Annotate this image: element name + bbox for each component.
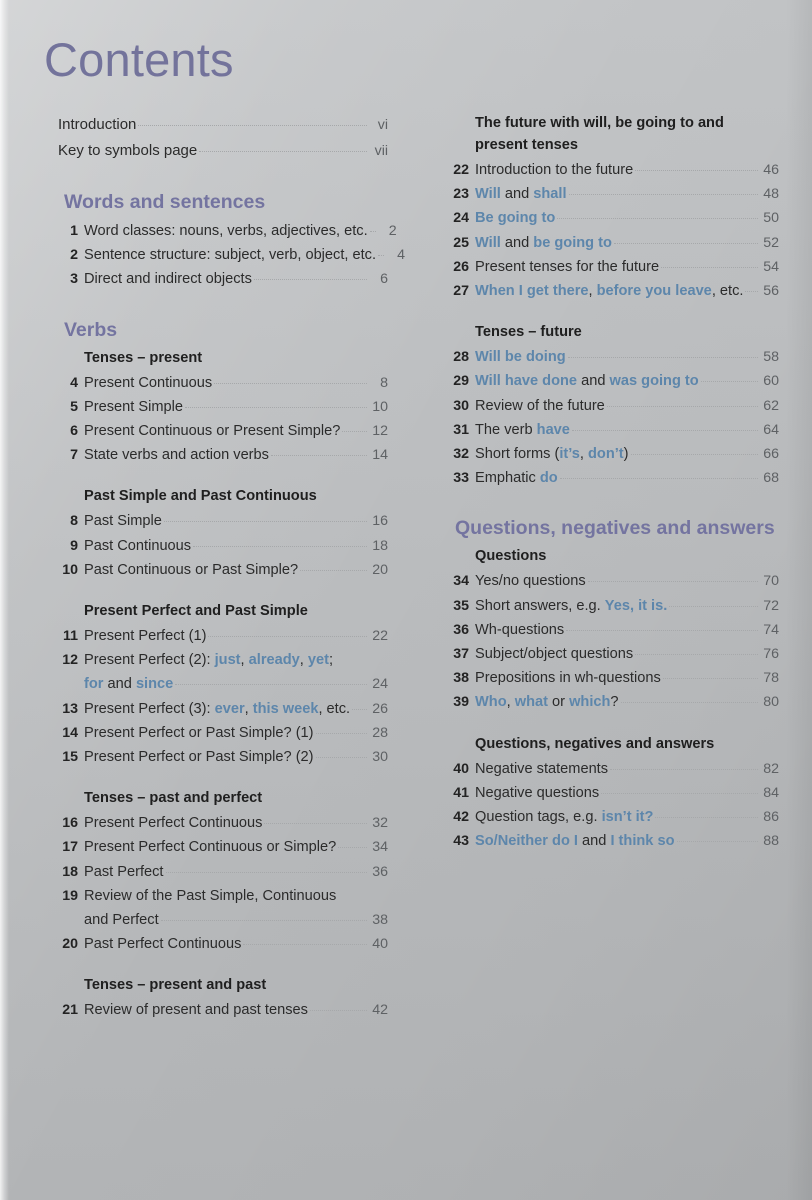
toc-page-number: 88 [763, 833, 779, 850]
toc-page-number: 86 [763, 809, 779, 826]
toc-page-number: 4 [397, 247, 406, 264]
toc-entry-label: Be going to [475, 210, 556, 227]
toc-entry-body [475, 569, 779, 593]
toc-group-heading: Tenses – past and perfect [84, 790, 263, 807]
toc-entry-number: 14 [62, 724, 78, 741]
toc-entry-label: Yes/no questions [475, 573, 586, 590]
toc-entry[interactable] [449, 255, 779, 279]
toc-page-number: 14 [372, 447, 388, 464]
toc-entry-label: Present Perfect (2): just, already, yet; [84, 652, 334, 669]
toc-entry[interactable] [58, 419, 388, 443]
contents-column-right [449, 112, 779, 853]
toc-entry[interactable] [58, 860, 388, 884]
toc-page-number: 76 [763, 646, 779, 663]
toc-page-number: 74 [763, 621, 779, 638]
toc-entry-number: 3 [70, 271, 78, 288]
toc-entry[interactable] [58, 697, 388, 721]
toc-entry[interactable] [58, 509, 388, 533]
toc-page-number: 6 [380, 271, 388, 288]
toc-entry-label: Will be doing [475, 349, 566, 366]
toc-entry[interactable] [58, 624, 388, 648]
toc-section-heading: Verbs [64, 318, 118, 341]
toc-entry-label: Introduction to the future [475, 162, 634, 178]
toc-entry-body [475, 442, 779, 466]
toc-entry-body [475, 418, 779, 442]
toc-page-number: 38 [372, 912, 388, 929]
toc-dot-leader [208, 636, 367, 637]
toc-entry[interactable] [58, 721, 388, 745]
toc-entry-number: 19 [62, 887, 78, 904]
toc-page-number: 68 [763, 470, 779, 487]
toc-entry-number: 4 [70, 374, 78, 391]
toc-entry-label: Past Simple [84, 513, 162, 530]
toc-section-heading: Words and sentences [64, 191, 266, 213]
toc-entry[interactable] [449, 394, 779, 418]
toc-dot-leader [610, 769, 758, 770]
toc-dot-leader [264, 823, 367, 824]
toc-entry-label: Will and be going to [475, 234, 612, 251]
toc-entry-number: 43 [453, 833, 469, 850]
toc-entry-body [475, 255, 779, 279]
toc-page-number: 36 [372, 863, 388, 880]
toc-entry-label: Past Continuous [84, 537, 192, 554]
toc-entry[interactable] [58, 443, 388, 467]
toc-entry-label: Present Perfect or Past Simple? (2) [84, 749, 314, 766]
toc-entry-label: Direct and indirect objects [84, 271, 252, 288]
toc-entry-body [475, 757, 779, 781]
toc-dot-leader [569, 194, 758, 195]
toc-group-heading: Questions [475, 548, 547, 565]
toc-entry-number: 42 [453, 809, 469, 826]
toc-page-number: 34 [372, 839, 388, 856]
toc-entry-label: Wh-questions [475, 621, 565, 638]
toc-entry-label: Question tags, e.g. isn’t it? [475, 809, 654, 826]
toc-entry-body [84, 697, 388, 721]
toc-page-number: 28 [372, 724, 388, 741]
toc-entry-body [475, 642, 779, 666]
toc-entry-number: 21 [62, 1002, 78, 1019]
toc-entry-label: Review of present and past tenses [84, 1002, 308, 1019]
spacer [449, 303, 779, 321]
toc-entry[interactable] [449, 418, 779, 442]
toc-entry[interactable] [58, 267, 388, 291]
toc-entry-label: Short answers, e.g. Yes, it is. [475, 597, 668, 614]
toc-entry-label: Word classes: nouns, verbs, adjectives, etc. [84, 223, 368, 239]
toc-entry-body [84, 811, 388, 835]
toc-group-heading: Present Perfect and Past Simple [84, 603, 308, 620]
toc-dot-leader [161, 920, 367, 921]
toc-entry-body [475, 466, 779, 490]
toc-entry[interactable] [449, 466, 779, 490]
toc-dot-leader [614, 243, 758, 244]
toc-page-number: 22 [372, 628, 388, 645]
spacer [449, 715, 779, 733]
toc-entry-body [84, 648, 388, 696]
toc-entry-number: 30 [453, 397, 469, 414]
toc-page-number: 16 [372, 513, 388, 530]
left-column-sections [58, 164, 406, 1023]
toc-entry-number: 15 [62, 749, 78, 766]
toc-group-heading: Past Simple and Past Continuous [84, 488, 317, 505]
toc-entry[interactable] [58, 998, 388, 1022]
toc-entry-label: Present Continuous [84, 374, 213, 391]
toc-entry[interactable] [449, 279, 779, 303]
spacer [58, 769, 388, 787]
toc-dot-leader [193, 546, 367, 547]
toc-entry-label: Present Perfect Continuous [84, 815, 263, 832]
toc-entry[interactable] [58, 558, 388, 582]
toc-page-number: 52 [763, 234, 779, 251]
toc-page-number: 60 [763, 373, 779, 390]
toc-entry-body [475, 394, 779, 418]
toc-entry-number: 34 [453, 573, 469, 590]
toc-dot-leader [635, 654, 758, 655]
toc-page-number: 54 [763, 258, 779, 275]
toc-group-heading: The future with will, be going to and present tenses [475, 115, 724, 153]
toc-entry-label: Prepositions in wh-questions [475, 670, 661, 687]
toc-entry-body [475, 781, 779, 805]
toc-entry-body [475, 666, 779, 690]
toc-dot-leader [243, 944, 367, 945]
toc-dot-leader [635, 170, 758, 171]
toc-page-number: 64 [763, 421, 779, 438]
toc-page-number: vii [374, 143, 388, 159]
toc-entry-body [84, 721, 388, 745]
toc-entry-body [475, 158, 779, 182]
toc-dot-leader [199, 151, 367, 152]
toc-entry[interactable] [58, 534, 388, 558]
toc-dot-leader [175, 684, 367, 685]
toc-entry[interactable] [58, 395, 388, 419]
toc-entry-body [475, 690, 779, 714]
toc-page-number: 42 [372, 1002, 388, 1019]
toc-dot-leader [607, 406, 758, 407]
toc-dot-leader [316, 733, 367, 734]
toc-entry-label: Present Perfect or Past Simple? (1) [84, 724, 314, 741]
toc-dot-leader [370, 231, 376, 232]
toc-entry[interactable] [449, 182, 779, 206]
page-title: Contents [44, 33, 234, 86]
toc-entry-body [475, 369, 779, 393]
toc-entry-body [84, 745, 388, 769]
toc-dot-leader [378, 255, 384, 256]
toc-page-number: 72 [763, 597, 779, 614]
toc-entry-body [84, 998, 388, 1022]
toc-entry-label: Present Continuous or Present Simple? [84, 423, 341, 440]
toc-dot-leader [568, 357, 758, 358]
toc-page-number: 10 [372, 398, 388, 415]
toc-entry-number: 27 [453, 283, 469, 300]
toc-entry[interactable] [58, 371, 388, 395]
toc-page-number: 56 [763, 283, 779, 300]
toc-entry-label: Present Perfect (1) [84, 628, 207, 645]
toc-entry-label: Present tenses for the future [475, 258, 660, 275]
toc-entry-body [475, 182, 779, 206]
toc-dot-leader [631, 454, 758, 455]
toc-entry-number: 38 [453, 670, 469, 687]
toc-dot-leader [572, 430, 758, 431]
toc-page-number: 26 [372, 700, 388, 717]
toc-entry-number: 12 [62, 652, 78, 669]
toc-entry-line-2 [84, 908, 388, 932]
toc-entry-number: 31 [453, 421, 469, 438]
toc-entry-body [84, 624, 388, 648]
toc-entry-label: The verb have [475, 421, 570, 438]
toc-entry-body [58, 138, 388, 164]
toc-entry-label: Sentence structure: subject, verb, object, etc. [84, 247, 377, 264]
toc-entry-number: 17 [62, 839, 78, 856]
toc-entry-number: 18 [62, 863, 78, 880]
toc-entry-number: 36 [453, 621, 469, 638]
toc-entry[interactable] [449, 442, 779, 466]
toc-dot-leader [601, 793, 758, 794]
toc-dot-leader [185, 407, 367, 408]
toc-entry-number: 41 [453, 784, 469, 801]
toc-dot-leader [166, 872, 368, 873]
toc-page-number: 50 [763, 210, 779, 227]
toc-entry-label: Past Continuous or Past Simple? [84, 561, 299, 578]
toc-entry-number: 10 [62, 561, 78, 578]
toc-entry-label: Who, what or which? [475, 694, 619, 711]
spacer [58, 467, 388, 485]
toc-entry-body [84, 443, 388, 467]
toc-page-number: 40 [372, 936, 388, 953]
toc-entry-body [84, 243, 406, 267]
toc-page-number: vi [377, 117, 388, 133]
toc-entry-body [475, 231, 779, 255]
toc-entry-body [84, 395, 388, 419]
toc-entry-number: 16 [62, 815, 78, 832]
toc-page-number: 66 [763, 446, 779, 463]
spacer [58, 164, 388, 190]
spacer [58, 582, 388, 600]
toc-section-heading: Questions, negatives and answers [455, 517, 775, 540]
toc-entry-body [475, 829, 779, 853]
toc-entry-number: 8 [70, 513, 78, 530]
toc-entry-label: Will and shall [475, 186, 567, 203]
toc-entry-number: 2 [70, 247, 78, 264]
toc-entry-number: 25 [453, 234, 469, 251]
toc-entry-number: 35 [453, 597, 469, 614]
toc-entry[interactable] [58, 932, 388, 956]
toc-page-number: 80 [763, 694, 779, 711]
toc-page-number: 78 [763, 670, 779, 687]
toc-page-number: 24 [372, 676, 388, 693]
toc-dot-leader [669, 606, 758, 607]
toc-entry-label: Negative questions [475, 784, 600, 801]
right-column-sections [449, 112, 779, 853]
toc-entry[interactable] [58, 112, 388, 138]
toc-entry-number: 13 [62, 700, 78, 717]
toc-entry-label: Review of the Past Simple, Continuous [84, 887, 337, 904]
toc-group-heading: Tenses – present [84, 349, 203, 366]
toc-page-number: 20 [372, 561, 388, 578]
toc-dot-leader [338, 847, 367, 848]
toc-entry-label: State verbs and action verbs [84, 447, 269, 464]
toc-entry-body [84, 509, 388, 533]
toc-entry-label: Subject/object questions [475, 646, 634, 663]
toc-entry-number: 29 [453, 373, 469, 390]
toc-dot-leader [588, 581, 758, 582]
toc-entry-number: 24 [453, 210, 469, 227]
toc-group-heading: Tenses – present and past [84, 977, 267, 994]
toc-entry-body [84, 884, 388, 932]
toc-entry[interactable] [58, 219, 397, 243]
toc-entry-label: Negative statements [475, 760, 609, 777]
toc-entry[interactable] [449, 781, 779, 805]
spacer [58, 956, 388, 974]
toc-dot-leader [164, 521, 367, 522]
toc-page-number: 70 [763, 573, 779, 590]
toc-dot-leader [271, 455, 367, 456]
toc-entry[interactable] [449, 829, 779, 853]
toc-entry-body [475, 206, 779, 230]
toc-entry-body [58, 112, 388, 138]
toc-entry[interactable] [449, 805, 779, 829]
toc-entry[interactable] [449, 569, 779, 593]
toc-entry[interactable] [58, 835, 388, 859]
toc-entry[interactable] [449, 158, 779, 182]
toc-entry-number: 6 [70, 423, 78, 440]
toc-page-number: 82 [763, 760, 779, 777]
toc-entry[interactable] [449, 206, 779, 230]
toc-entry-number: 26 [453, 258, 469, 275]
toc-group-heading: Tenses – future [475, 324, 582, 341]
toc-entry-body [84, 219, 397, 243]
toc-entry-body [84, 558, 388, 582]
toc-dot-leader [701, 381, 758, 382]
toc-entry-label: Past Perfect Continuous [84, 936, 242, 953]
toc-entry-label: Short forms (it’s, don’t) [475, 446, 629, 463]
toc-page-number: 58 [763, 349, 779, 366]
toc-entry-body [475, 618, 779, 642]
toc-entry[interactable] [58, 648, 388, 696]
toc-dot-leader [352, 709, 367, 710]
toc-entry-body [84, 860, 388, 884]
toc-page-number: 62 [763, 397, 779, 414]
toc-page-number: 32 [372, 815, 388, 832]
toc-entry[interactable] [58, 745, 388, 769]
toc-entry-body [475, 279, 779, 303]
toc-entry-number: 37 [453, 646, 469, 663]
toc-entry-label: Key to symbols page [58, 142, 198, 159]
toc-entry-number: 32 [453, 446, 469, 463]
toc-entry[interactable] [449, 618, 779, 642]
toc-page-number: 2 [388, 223, 397, 239]
toc-dot-leader [254, 279, 367, 280]
toc-entry-number: 5 [70, 398, 78, 415]
front-matter-list [58, 112, 388, 164]
toc-dot-leader [560, 478, 758, 479]
toc-entry[interactable] [449, 690, 779, 714]
toc-page-number: 18 [372, 537, 388, 554]
toc-entry-line-2 [84, 672, 388, 696]
toc-dot-leader [677, 841, 758, 842]
toc-dot-leader [214, 383, 367, 384]
toc-dot-leader [316, 757, 367, 758]
toc-entry-label: Past Perfect [84, 863, 164, 880]
toc-entry-number: 40 [453, 760, 469, 777]
toc-entry[interactable] [449, 642, 779, 666]
toc-entry-body [84, 267, 388, 291]
toc-dot-leader [566, 630, 758, 631]
toc-entry[interactable] [58, 884, 388, 932]
spacer [58, 292, 388, 318]
toc-dot-leader [310, 1010, 367, 1011]
toc-entry-number: 1 [70, 223, 78, 239]
contents-column-left [58, 112, 406, 1023]
toc-page-number: 8 [380, 374, 388, 391]
toc-entry-body [475, 805, 779, 829]
toc-dot-leader [655, 817, 758, 818]
toc-entry-body [84, 419, 388, 443]
toc-entry-label: Present Perfect (3): ever, this week, etc. [84, 700, 351, 717]
toc-entry-label: Will have done and was going to [475, 373, 699, 390]
toc-entry[interactable] [58, 138, 388, 164]
toc-entry-number: 33 [453, 470, 469, 487]
toc-entry-label: Introduction [58, 116, 137, 133]
toc-entry-label: So/Neither do I and I think so [475, 833, 675, 850]
toc-entry-body [84, 371, 388, 395]
toc-entry[interactable] [449, 757, 779, 781]
toc-entry[interactable] [58, 243, 406, 267]
toc-entry[interactable] [449, 594, 779, 618]
toc-entry-number: 39 [453, 694, 469, 711]
toc-entry-number: 20 [62, 936, 78, 953]
toc-page-number: 46 [763, 162, 779, 178]
toc-entry-body [475, 594, 779, 618]
toc-entry-body [84, 835, 388, 859]
toc-entry-number: 22 [453, 162, 469, 178]
toc-page-number: 48 [763, 186, 779, 203]
toc-dot-leader [661, 267, 758, 268]
toc-entry-label: Review of the future [475, 397, 605, 414]
toc-entry-label: Present Simple [84, 398, 183, 415]
toc-entry-label: Emphatic do [475, 470, 558, 487]
toc-dot-leader [138, 125, 367, 126]
toc-entry[interactable] [449, 231, 779, 255]
toc-dot-leader [663, 678, 758, 679]
toc-entry-number: 7 [70, 447, 78, 464]
toc-entry-number: 11 [63, 628, 78, 645]
toc-entry[interactable] [449, 666, 779, 690]
toc-dot-leader [300, 570, 367, 571]
toc-page-number: 12 [372, 423, 388, 440]
toc-entry-label-cont: for and since [84, 676, 174, 693]
toc-entry[interactable] [449, 369, 779, 393]
toc-entry-number: 23 [453, 186, 469, 203]
toc-entry-number: 28 [453, 349, 469, 366]
toc-entry[interactable] [449, 345, 779, 369]
toc-entry-label: Present Perfect Continuous or Simple? [84, 839, 337, 856]
toc-entry-body [84, 534, 388, 558]
toc-entry[interactable] [58, 811, 388, 835]
toc-dot-leader [621, 702, 758, 703]
toc-page-number: 30 [372, 749, 388, 766]
toc-entry-number: 9 [70, 537, 78, 554]
toc-entry-label: When I get there, before you leave, etc. [475, 283, 744, 300]
toc-entry-body [84, 932, 388, 956]
spacer [449, 490, 779, 516]
toc-dot-leader [745, 291, 758, 292]
toc-page-number: 84 [763, 784, 779, 801]
toc-dot-leader [557, 218, 758, 219]
toc-entry-label-cont: and Perfect [84, 912, 159, 929]
toc-entry-body [475, 345, 779, 369]
toc-group-heading: Questions, negatives and answers [475, 735, 715, 752]
toc-dot-leader [342, 431, 367, 432]
